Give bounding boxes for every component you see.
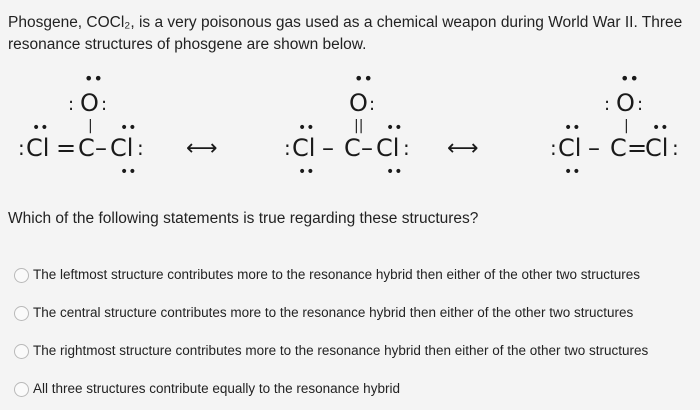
lone-pair-dots: ••: [32, 120, 49, 136]
bond-right: –: [95, 134, 107, 162]
lone-pair-dots: ••: [120, 164, 137, 180]
lone-pair-dots: :: [604, 94, 611, 115]
lone-pair-dots: :: [403, 136, 410, 160]
choice-equal[interactable]: [0, 372, 700, 410]
resonance-arrow-icon: ⟷: [186, 136, 218, 161]
carbon-atom: C: [344, 134, 361, 162]
chlorine-atom-right: Cl: [645, 134, 669, 162]
lone-pair-dots: ••: [386, 120, 403, 136]
structure-center: [284, 72, 410, 180]
lone-pair-dots: :: [101, 94, 108, 115]
lone-pair-dots: ••: [354, 72, 373, 88]
radio-button[interactable]: [14, 268, 29, 283]
lone-pair-dots: ••: [564, 120, 581, 136]
bond-right: =: [627, 134, 648, 162]
chlorine-atom-left: Cl: [292, 134, 316, 162]
choice-label[interactable]: All three structures contribute equally to the resonance hybrid: [33, 381, 400, 396]
lone-pair-dots: ••: [652, 120, 669, 136]
choice-label[interactable]: The central structure contributes more to the resonance hybrid then either of the other two structures: [33, 305, 634, 320]
lone-pair-dots: :: [68, 94, 75, 115]
chlorine-atom-right: Cl: [376, 134, 400, 162]
lone-pair-dots: :: [369, 94, 376, 115]
choice-rightmost[interactable]: [0, 334, 700, 372]
bond-left: –: [322, 134, 334, 162]
lone-pair-dots: :: [637, 94, 644, 115]
lone-pair-dots: ••: [620, 72, 639, 88]
question-intro: Phosgene, COCl₂, is a very poisonous gas used as a chemical weapon during World War II. Three resonance structures of phosgene are shown below.: [8, 14, 683, 53]
bond-left: =: [56, 134, 77, 162]
chlorine-atom-left: Cl: [26, 134, 50, 162]
carbon-atom: C: [78, 134, 95, 162]
choice-leftmost[interactable]: [0, 258, 700, 296]
carbon-atom: C: [610, 134, 627, 162]
bond-top: |: [88, 118, 93, 134]
lone-pair-dots: :: [137, 136, 144, 160]
chlorine-atom-left: Cl: [558, 134, 582, 162]
resonance-arrow-icon: ⟷: [447, 136, 479, 161]
chlorine-atom-right: Cl: [110, 134, 134, 162]
lone-pair-dots: ••: [386, 164, 403, 180]
oxygen-atom: O: [616, 89, 635, 117]
radio-button[interactable]: [14, 306, 29, 321]
resonance-structures: [0, 72, 700, 192]
bond-top: ||: [354, 118, 364, 134]
radio-button[interactable]: [14, 344, 29, 359]
answer-choices: [0, 258, 700, 410]
question-text: Which of the following statements is true regarding these structures?: [8, 210, 479, 227]
bond-top: |: [624, 118, 629, 134]
lone-pair-dots: ••: [298, 120, 315, 136]
choice-label[interactable]: The rightmost structure contributes more to the resonance hybrid then either of the other two structures: [33, 343, 649, 358]
lone-pair-dots: ••: [298, 164, 315, 180]
lone-pair-dots: ••: [84, 72, 103, 88]
lone-pair-dots: :: [550, 136, 557, 160]
lone-pair-dots: ••: [120, 120, 137, 136]
structure-right: [550, 72, 679, 180]
lone-pair-dots: :: [284, 136, 291, 160]
lone-pair-dots: :: [18, 136, 25, 160]
bond-right: –: [361, 134, 373, 162]
structure-left: [18, 72, 144, 180]
oxygen-atom: O: [80, 89, 99, 117]
oxygen-atom: O: [349, 89, 368, 117]
lone-pair-dots: ••: [564, 164, 581, 180]
radio-button[interactable]: [14, 382, 29, 397]
choice-label[interactable]: The leftmost structure contributes more to the resonance hybrid then either of the other two structures: [33, 267, 641, 282]
bond-left: –: [588, 134, 600, 162]
lone-pair-dots: :: [672, 136, 679, 160]
choice-central[interactable]: [0, 296, 700, 334]
